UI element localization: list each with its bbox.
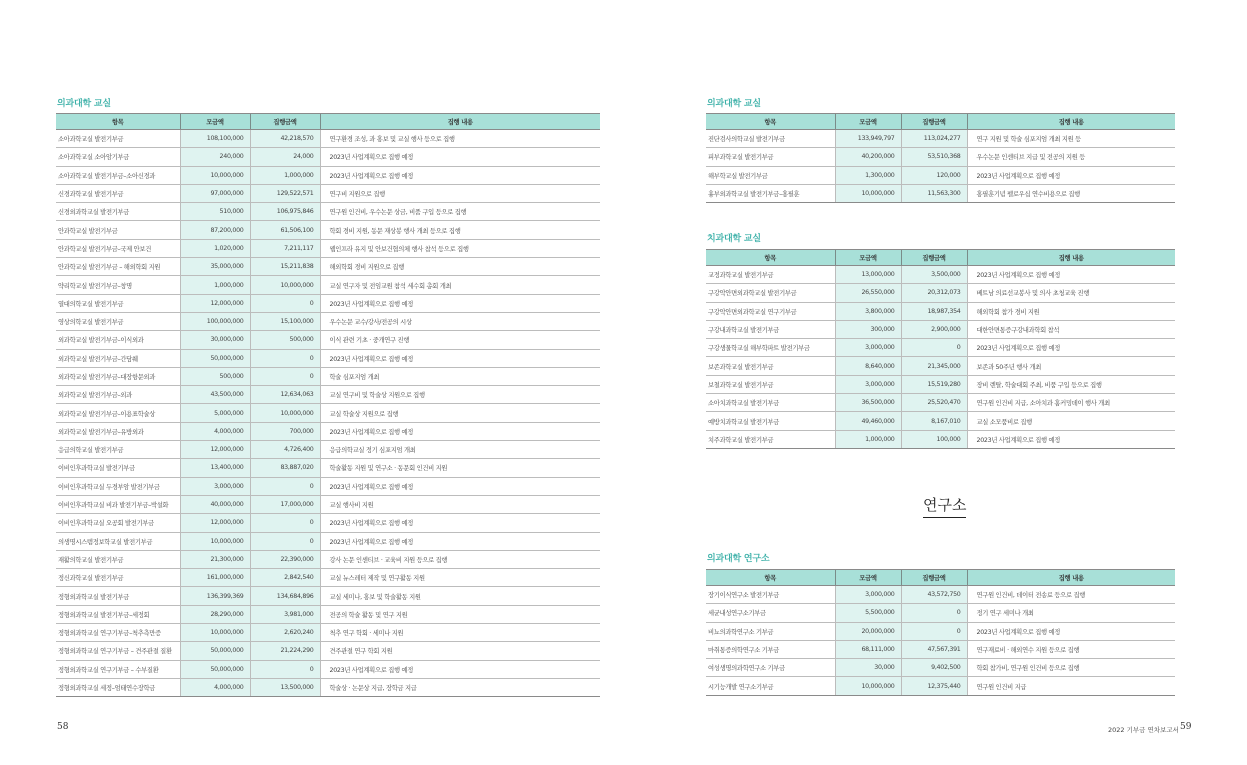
row-spent-amount: 13,500,000: [250, 678, 320, 696]
row-spent-amount: 9,402,500: [901, 659, 967, 677]
row-item: 세균내성연구소기부금: [706, 604, 835, 622]
table-row: [56, 605, 600, 623]
row-spent-amount: 0: [901, 622, 967, 640]
row-item: 진단검사의학교실 발전기부금: [706, 130, 835, 148]
row-spent-amount: 129,522,571: [250, 184, 320, 202]
header-raised: 모금액: [835, 114, 901, 130]
row-detail: 연구환경 조성, 과 홍보 및 교실 행사 등으로 집행: [320, 130, 600, 148]
row-raised-amount: 36,500,000: [835, 394, 901, 412]
header-item: 항목: [706, 250, 835, 266]
row-detail: 교실 뉴스레터 제작 및 연구활동 지원: [320, 569, 600, 587]
row-raised-amount: 10,000,000: [180, 532, 250, 550]
header-detail: 집행 내용: [967, 570, 1175, 586]
row-item: 소아치과학교실 발전기부금: [706, 394, 835, 412]
row-detail: 교실 행사비 지원: [320, 495, 600, 513]
row-raised-amount: 20,000,000: [835, 622, 901, 640]
row-raised-amount: 136,399,369: [180, 587, 250, 605]
row-detail: 연구 지원 및 학술 심포지엄 개최 지원 등: [967, 130, 1175, 148]
row-detail: 2023년 사업계획으로 집행 예정: [967, 166, 1175, 184]
row-spent-amount: 7,211,117: [250, 239, 320, 257]
row-item: 보존과학교실 발전기부금: [706, 357, 835, 375]
row-spent-amount: 20,312,073: [901, 284, 967, 302]
row-item: 외과학교실 발전기부금–유방외과: [56, 422, 180, 440]
row-detail: 연구비 지원으로 집행: [320, 184, 600, 202]
row-item: 열대의학교실 발전기부금: [56, 294, 180, 312]
row-detail: 학술활동 지원 및 연구소 · 동문회 인건비 지원: [320, 459, 600, 477]
row-spent-amount: 0: [250, 294, 320, 312]
row-item: 이비인후과학교실 비과 발전기부금–박설화: [56, 495, 180, 513]
table-row: [56, 550, 600, 568]
row-raised-amount: 3,000,000: [180, 477, 250, 495]
row-detail: 2023년 사업계획으로 집행 예정: [967, 622, 1175, 640]
row-raised-amount: 30,000,000: [180, 331, 250, 349]
row-spent-amount: 18,987,354: [901, 302, 967, 320]
table-row: [706, 677, 1175, 695]
row-spent-amount: 22,390,000: [250, 550, 320, 568]
row-spent-amount: 106,975,846: [250, 203, 320, 221]
row-item: 응급의학교실 발전기부금: [56, 441, 180, 459]
header-spent: 집행금액: [901, 250, 967, 266]
table-row: [56, 477, 600, 495]
row-raised-amount: 5,000,000: [180, 404, 250, 422]
header-item: 항목: [706, 570, 835, 586]
table-row: [56, 514, 600, 532]
row-detail: 대한안면통증구강내과학회 참석: [967, 320, 1175, 338]
row-item: 신경외과학교실 발전기부금: [56, 203, 180, 221]
row-raised-amount: 1,000,000: [180, 276, 250, 294]
table-row: [56, 349, 600, 367]
row-detail: 우수논문 인센티브 지급 및 전공의 지원 등: [967, 148, 1175, 166]
row-item: 교정과학교실 발전기부금: [706, 266, 835, 284]
row-detail: 해외학회 참가 경비 지원: [967, 302, 1175, 320]
table-row: [706, 604, 1175, 622]
row-item: 외과학교실 발전기부금–간담췌: [56, 349, 180, 367]
row-detail: 2023년 사업계획으로 집행 예정: [320, 477, 600, 495]
table-row: [56, 239, 600, 257]
table-row: [56, 386, 600, 404]
header-raised: 모금액: [835, 570, 901, 586]
row-raised-amount: 21,300,000: [180, 550, 250, 568]
row-item: 정형외과학교실 연구기부금–척추측만증: [56, 624, 180, 642]
table-row: [56, 624, 600, 642]
table-row: [706, 622, 1175, 640]
table-row: [56, 660, 600, 678]
row-spent-amount: 3,981,000: [250, 605, 320, 623]
row-detail: 2023년 사업계획으로 집행 예정: [320, 532, 600, 550]
row-detail: 2023년 사업계획으로 집행 예정: [320, 349, 600, 367]
header-spent: 집행금액: [901, 570, 967, 586]
row-detail: 2023년 사업계획으로 집행 예정: [320, 422, 600, 440]
header-spent: 집행금액: [901, 114, 967, 130]
table-row: [56, 441, 600, 459]
row-spent-amount: 12,375,440: [901, 677, 967, 695]
row-raised-amount: 161,000,000: [180, 569, 250, 587]
table-row: [56, 495, 600, 513]
row-raised-amount: 1,300,000: [835, 166, 901, 184]
row-item: 외과학교실 발전기부금–대장항문외과: [56, 367, 180, 385]
row-raised-amount: 87,200,000: [180, 221, 250, 239]
row-item: 정형외과학교실 세정–엄태연수장학금: [56, 678, 180, 696]
row-item: 피부과학교실 발전기부금: [706, 148, 835, 166]
row-detail: 교실 연구자 및 전임교원 참석 세수회 총회 개최: [320, 276, 600, 294]
report-title-footer: 2022 기부금 연차보고서: [1108, 726, 1179, 734]
row-raised-amount: 1,020,000: [180, 239, 250, 257]
donation-table-med-depts-left: [56, 113, 600, 697]
row-item: 구강악안면외과학교실 발전기부금: [706, 284, 835, 302]
row-spent-amount: 2,620,240: [250, 624, 320, 642]
header-raised: 모금액: [835, 250, 901, 266]
row-item: 구강내과학교실 발전기부금: [706, 320, 835, 338]
row-item: 시기능개발 연구소기부금: [706, 677, 835, 695]
table-row: [706, 320, 1175, 338]
table-row: [56, 312, 600, 330]
row-detail: 교실 연구비 및 학술상 지원으로 집행: [320, 386, 600, 404]
row-item: 비뇨의과학연구소 기부금: [706, 622, 835, 640]
row-detail: 연구원 인건비 지급: [967, 677, 1175, 695]
row-detail: 응급의학교실 정기 심포지엄 개최: [320, 441, 600, 459]
row-detail: 2023년 사업계획으로 집행 예정: [320, 294, 600, 312]
row-spent-amount: 8,167,010: [901, 412, 967, 430]
table-header-row: [706, 114, 1175, 130]
row-raised-amount: 5,500,000: [835, 604, 901, 622]
row-raised-amount: 133,949,797: [835, 130, 901, 148]
row-raised-amount: 4,000,000: [180, 422, 250, 440]
table-row: [706, 166, 1175, 184]
row-detail: 2023년 사업계획으로 집행 예정: [320, 148, 600, 166]
row-raised-amount: 10,000,000: [835, 677, 901, 695]
header-detail: 집행 내용: [967, 114, 1175, 130]
row-item: 안과학교실 발전기부금: [56, 221, 180, 239]
row-item: 이비인후과학교실 두경부암 발전기부금: [56, 477, 180, 495]
row-item: 의생명시스템정보학교실 발전기부금: [56, 532, 180, 550]
row-spent-amount: 11,563,300: [901, 184, 967, 202]
row-spent-amount: 10,000,000: [250, 404, 320, 422]
row-detail: 우수논문 교수/강사/전공의 시상: [320, 312, 600, 330]
row-raised-amount: 510,000: [180, 203, 250, 221]
row-detail: 교실 학술상 지원으로 집행: [320, 404, 600, 422]
row-spent-amount: 0: [901, 339, 967, 357]
table-row: [706, 339, 1175, 357]
table-row: [56, 331, 600, 349]
row-raised-amount: 13,000,000: [835, 266, 901, 284]
row-raised-amount: 500,000: [180, 367, 250, 385]
row-spent-amount: 2,900,000: [901, 320, 967, 338]
row-spent-amount: 0: [250, 514, 320, 532]
row-spent-amount: 21,345,000: [901, 357, 967, 375]
row-detail: 2023년 사업계획으로 집행 예정: [320, 514, 600, 532]
row-detail: 해외학회 경비 지원으로 집행: [320, 258, 600, 276]
row-raised-amount: 40,200,000: [835, 148, 901, 166]
row-raised-amount: 50,000,000: [180, 349, 250, 367]
row-spent-amount: 21,224,290: [250, 642, 320, 660]
row-item: 외과학교실 발전기부금–외과: [56, 386, 180, 404]
row-spent-amount: 0: [250, 532, 320, 550]
table-row: [706, 659, 1175, 677]
row-spent-amount: 43,572,750: [901, 586, 967, 604]
table-row: [56, 276, 600, 294]
row-spent-amount: 15,211,838: [250, 258, 320, 276]
table-row: [706, 586, 1175, 604]
row-spent-amount: 15,100,000: [250, 312, 320, 330]
header-item: 항목: [706, 114, 835, 130]
row-raised-amount: 10,000,000: [180, 624, 250, 642]
row-detail: 2023년 사업계획으로 집행 예정: [967, 339, 1175, 357]
table-header-row: [706, 250, 1175, 266]
row-spent-amount: 3,500,000: [901, 266, 967, 284]
row-spent-amount: 4,726,400: [250, 441, 320, 459]
row-detail: 연구재료비 · 해외연수 지원 등으로 집행: [967, 640, 1175, 658]
row-item: 마취통증의학연구소 기부금: [706, 640, 835, 658]
row-item: 이비인후과학교실 오공회 발전기부금: [56, 514, 180, 532]
row-detail: 보존과 50주년 행사 개최: [967, 357, 1175, 375]
row-raised-amount: 26,550,000: [835, 284, 901, 302]
row-raised-amount: 97,000,000: [180, 184, 250, 202]
row-spent-amount: 100,000: [901, 430, 967, 448]
row-spent-amount: 1,000,000: [250, 166, 320, 184]
row-detail: 학회 참가비, 연구원 인건비 등으로 집행: [967, 659, 1175, 677]
row-raised-amount: 300,000: [835, 320, 901, 338]
row-raised-amount: 3,800,000: [835, 302, 901, 320]
row-item: 여성생명의과학연구소 기부금: [706, 659, 835, 677]
row-detail: 견주관절 연구 학회 지원: [320, 642, 600, 660]
row-item: 소아과학교실 발전기부금–소아신경과: [56, 166, 180, 184]
row-raised-amount: 50,000,000: [180, 642, 250, 660]
section-title-dental-depts: 치과대학 교실: [707, 234, 761, 244]
row-item: 정형외과학교실 발전기부금: [56, 587, 180, 605]
row-detail: 전공의 학술 활동 및 연구 지원: [320, 605, 600, 623]
row-raised-amount: 50,000,000: [180, 660, 250, 678]
row-detail: 학술 심포지엄 개최: [320, 367, 600, 385]
row-detail: 베트남 의료선교봉사 및 의사 초청교육 진행: [967, 284, 1175, 302]
section-title-med-institutes: 의과대학 연구소: [707, 554, 770, 564]
row-spent-amount: 10,000,000: [250, 276, 320, 294]
table-row: [706, 430, 1175, 448]
row-raised-amount: 12,000,000: [180, 294, 250, 312]
row-detail: 홍필훈기념 펠로우십 연수비용으로 집행: [967, 184, 1175, 202]
row-item: 정형외과학교실 연구기부금 – 견주관절 질환: [56, 642, 180, 660]
table-row: [706, 130, 1175, 148]
row-item: 해부학교실 발전기부금: [706, 166, 835, 184]
row-raised-amount: 10,000,000: [180, 166, 250, 184]
table-row: [706, 640, 1175, 658]
row-item: 치주과학교실 발전기부금: [706, 430, 835, 448]
row-raised-amount: 68,111,000: [835, 640, 901, 658]
table-row: [56, 587, 600, 605]
row-item: 소아과학교실 소아암기부금: [56, 148, 180, 166]
row-spent-amount: 61,506,100: [250, 221, 320, 239]
page-number-left: 58: [57, 722, 69, 732]
row-detail: 연구원 인건비 지급, 소아치과 홈커밍데이 행사 개최: [967, 394, 1175, 412]
row-item: 흉부외과학교실 발전기부금–홍필훈: [706, 184, 835, 202]
donation-table-med-institutes: [706, 569, 1175, 696]
table-row: [56, 678, 600, 696]
row-raised-amount: 49,460,000: [835, 412, 901, 430]
row-item: 신경과학교실 발전기부금: [56, 184, 180, 202]
row-item: 안과학교실 발전기부금 – 해외학회 지원: [56, 258, 180, 276]
row-spent-amount: 25,520,470: [901, 394, 967, 412]
row-raised-amount: 12,000,000: [180, 514, 250, 532]
row-item: 안과학교실 발전기부금–국제 안보건: [56, 239, 180, 257]
table-header-row: [56, 114, 600, 130]
row-item: 정신과학교실 발전기부금: [56, 569, 180, 587]
table-row: [56, 130, 600, 148]
row-spent-amount: 0: [250, 660, 320, 678]
table-row: [706, 357, 1175, 375]
table-row: [56, 184, 600, 202]
row-detail: 웹인프라 유지 및 안보건협의체 행사 참석 등으로 집행: [320, 239, 600, 257]
row-spent-amount: 53,510,368: [901, 148, 967, 166]
row-raised-amount: 30,000: [835, 659, 901, 677]
table-row: [56, 148, 600, 166]
row-detail: 학회 경비 지원, 동문 재상봉 행사 개최 등으로 집행: [320, 221, 600, 239]
row-detail: 학술상 · 논문상 지급, 장학금 지급: [320, 678, 600, 696]
row-raised-amount: 108,100,000: [180, 130, 250, 148]
row-detail: 2023년 사업계획으로 집행 예정: [967, 266, 1175, 284]
table-row: [706, 284, 1175, 302]
row-item: 예방치과학교실 발전기부금: [706, 412, 835, 430]
row-detail: 정기 연구 세미나 개최: [967, 604, 1175, 622]
row-raised-amount: 3,000,000: [835, 586, 901, 604]
table-row: [56, 459, 600, 477]
table-row: [706, 375, 1175, 393]
row-detail: 교실 세미나, 홍보 및 학술활동 지원: [320, 587, 600, 605]
header-item: 항목: [56, 114, 180, 130]
table-row: [56, 294, 600, 312]
table-row: [56, 642, 600, 660]
table-row: [56, 203, 600, 221]
row-raised-amount: 8,640,000: [835, 357, 901, 375]
row-item: 소아과학교실 발전기부금: [56, 130, 180, 148]
row-detail: 연구원 인건비, 데이터 전송료 등으로 집행: [967, 586, 1175, 604]
header-spent: 집행금액: [250, 114, 320, 130]
row-item: 영상의학교실 발전기부금: [56, 312, 180, 330]
row-detail: 연구원 인건비, 우수논문 상금, 비품 구입 등으로 집행: [320, 203, 600, 221]
row-detail: 2023년 사업계획으로 집행 예정: [320, 660, 600, 678]
row-detail: 2023년 사업계획으로 집행 예정: [967, 430, 1175, 448]
row-spent-amount: 500,000: [250, 331, 320, 349]
table-row: [706, 148, 1175, 166]
row-spent-amount: 47,567,391: [901, 640, 967, 658]
row-item: 보철과학교실 발전기부금: [706, 375, 835, 393]
row-item: 구강악안면외과학교실 연구기부금: [706, 302, 835, 320]
donation-table-med-depts-right: [706, 113, 1175, 203]
row-raised-amount: 43,500,000: [180, 386, 250, 404]
table-row: [56, 258, 600, 276]
table-row: [706, 184, 1175, 202]
row-spent-amount: 12,634,063: [250, 386, 320, 404]
page-number-right: 59: [1180, 722, 1192, 732]
header-detail: 집행 내용: [320, 114, 600, 130]
table-row: [56, 221, 600, 239]
table-row: [706, 412, 1175, 430]
row-detail: 척추 연구 학회 · 세미나 지원: [320, 624, 600, 642]
row-item: 정형외과학교실 연구기부금 – 수부질환: [56, 660, 180, 678]
row-spent-amount: 0: [250, 367, 320, 385]
header-detail: 집행 내용: [967, 250, 1175, 266]
row-raised-amount: 28,290,000: [180, 605, 250, 623]
row-raised-amount: 12,000,000: [180, 441, 250, 459]
section-title-med-depts-left: 의과대학 교실: [57, 99, 111, 109]
row-detail: 장비 렌탈, 학술대회 주최, 비품 구입 등으로 집행: [967, 375, 1175, 393]
section-title-med-depts-right: 의과대학 교실: [707, 99, 761, 109]
table-row: [56, 422, 600, 440]
institutes-heading: 연구소: [923, 494, 966, 518]
row-raised-amount: 3,000,000: [835, 375, 901, 393]
row-spent-amount: 83,887,020: [250, 459, 320, 477]
row-detail: 강사 논문 인센티브 · 교육비 지원 등으로 집행: [320, 550, 600, 568]
row-item: 재활의학교실 발전기부금: [56, 550, 180, 568]
row-spent-amount: 42,218,570: [250, 130, 320, 148]
row-spent-amount: 0: [250, 477, 320, 495]
row-detail: 2023년 사업계획으로 집행 예정: [320, 166, 600, 184]
row-spent-amount: 2,842,540: [250, 569, 320, 587]
row-detail: 이식 관련 기초 · 중개연구 진행: [320, 331, 600, 349]
row-raised-amount: 10,000,000: [835, 184, 901, 202]
row-raised-amount: 3,000,000: [835, 339, 901, 357]
row-item: 외과학교실 발전기부금–이용표학술상: [56, 404, 180, 422]
row-item: 이비인후과학교실 발전기부금: [56, 459, 180, 477]
table-row: [56, 532, 600, 550]
table-row: [706, 302, 1175, 320]
row-raised-amount: 35,000,000: [180, 258, 250, 276]
table-row: [56, 367, 600, 385]
donation-table-dental-depts: [706, 249, 1175, 449]
table-row: [706, 266, 1175, 284]
table-row: [56, 404, 600, 422]
row-spent-amount: 120,000: [901, 166, 967, 184]
row-detail: 교실 소모품비로 집행: [967, 412, 1175, 430]
row-item: 약리학교실 발전기부금–창명: [56, 276, 180, 294]
row-spent-amount: 17,000,000: [250, 495, 320, 513]
table-row: [56, 569, 600, 587]
row-item: 외과학교실 발전기부금–이식외과: [56, 331, 180, 349]
table-row: [706, 394, 1175, 412]
row-spent-amount: 0: [250, 349, 320, 367]
row-item: 정형외과학교실 발전기부금–세정회: [56, 605, 180, 623]
row-spent-amount: 15,519,280: [901, 375, 967, 393]
table-header-row: [706, 570, 1175, 586]
row-spent-amount: 0: [901, 604, 967, 622]
row-raised-amount: 13,400,000: [180, 459, 250, 477]
row-spent-amount: 113,024,277: [901, 130, 967, 148]
row-raised-amount: 4,000,000: [180, 678, 250, 696]
row-spent-amount: 700,000: [250, 422, 320, 440]
row-item: 장기이식연구소 발전기부금: [706, 586, 835, 604]
row-raised-amount: 1,000,000: [835, 430, 901, 448]
row-raised-amount: 240,000: [180, 148, 250, 166]
row-raised-amount: 100,000,000: [180, 312, 250, 330]
header-raised: 모금액: [180, 114, 250, 130]
row-spent-amount: 134,684,896: [250, 587, 320, 605]
row-raised-amount: 40,000,000: [180, 495, 250, 513]
table-row: [56, 166, 600, 184]
row-spent-amount: 24,000: [250, 148, 320, 166]
row-item: 구강생물학교실 해부학파트 발전기부금: [706, 339, 835, 357]
